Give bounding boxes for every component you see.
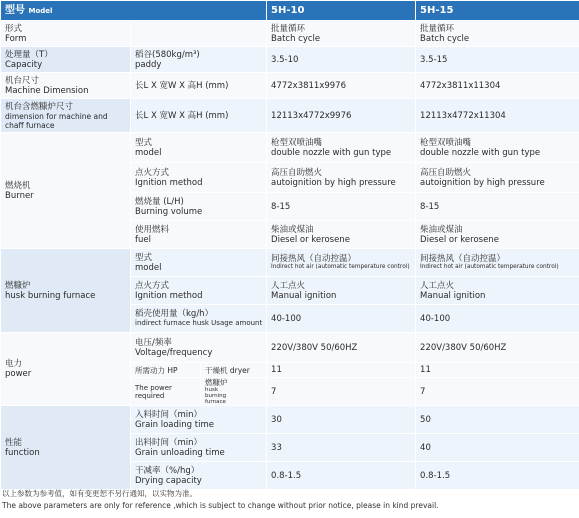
burner-label: 燃烧机 Burner	[1, 133, 131, 249]
function-drying-b: 0.8-1.5	[416, 462, 579, 490]
burner-ignition-a: 高压自助燃火 autoignition by high pressure	[267, 163, 416, 193]
function-unloading-sub: 出料时间（min） Grain unloading time	[131, 434, 267, 462]
burner-model-sub: 型式 model	[131, 133, 267, 163]
model-b-heading: 5H-15	[416, 1, 579, 21]
form-label: 形式 Form	[1, 21, 131, 47]
burner-fuel-a: 柴油或煤油 Diesel or kerosene	[267, 221, 416, 249]
power-voltage-row	[1, 333, 579, 363]
model-heading-en: Model	[28, 6, 53, 15]
form-sub	[131, 21, 267, 47]
husk-label: 燃糠炉 husk burning furnace	[1, 249, 131, 333]
function-unloading-b: 40	[416, 434, 579, 462]
husk-ignition-sub: 点火方式 Ignition method	[131, 277, 267, 305]
husk-model-b: 间接热风（自动控温） Indirect hot air (automatic temperature control)	[416, 249, 579, 277]
husk-usage-sub: 稻壳使用量（kg/h） indirect furnace husk Usage amount	[131, 305, 267, 333]
power-voltage-a: 220V/380V 50/60HZ	[267, 333, 416, 363]
burner-volume-sub: 燃烧量 (L/H) Burning volume	[131, 193, 267, 221]
power-voltage-sub: 电压/频率 Voltage/frequency	[131, 333, 267, 363]
footer-note-cn: 以上参数为参考值，如有变更恕不另行通知，以实物为准。	[2, 489, 197, 498]
husk-model-row	[1, 249, 579, 277]
model-heading	[1, 1, 267, 21]
model-heading-cn: 型号	[5, 4, 25, 16]
burner-volume-b: 8-15	[416, 193, 579, 221]
burner-model-row	[1, 133, 579, 163]
burner-ignition-b: 高压自助燃火 autoignition by high pressure	[416, 163, 579, 193]
capacity-a: 3.5-10	[267, 47, 416, 73]
husk-usage-a: 40-100	[267, 305, 416, 333]
capacity-b: 3.5-15	[416, 47, 579, 73]
function-loading-a: 30	[267, 406, 416, 434]
capacity-row	[1, 47, 579, 73]
husk-usage-b: 40-100	[416, 305, 579, 333]
power-husk-b: 7	[416, 378, 579, 406]
header-row	[1, 1, 579, 21]
form-b: 批量循环 Batch cycle	[416, 21, 579, 47]
machine-dim-label: 机台尺寸 Machine Dimension	[1, 73, 131, 99]
capacity-label: 处理量（T） Capacity	[1, 47, 131, 73]
power-required-en: The power required	[131, 378, 201, 406]
power-required-label: 所需动力 HP	[131, 363, 201, 378]
capacity-sub: 稻谷(580kg/m³) paddy	[131, 47, 267, 73]
machine-dim-b: 4772x3811x11304	[416, 73, 579, 99]
form-row	[1, 21, 579, 47]
function-drying-a: 0.8-1.5	[267, 462, 416, 490]
power-dryer-b: 11	[416, 363, 579, 378]
husk-ignition-a: 人工点火 Manual ignition	[267, 277, 416, 305]
function-loading-b: 50	[416, 406, 579, 434]
burner-fuel-sub: 使用燃料 fuel	[131, 221, 267, 249]
husk-model-sub: 型式 model	[131, 249, 267, 277]
power-dryer-a: 11	[267, 363, 416, 378]
furnace-dim-row	[1, 99, 579, 133]
husk-ignition-b: 人工点火 Manual ignition	[416, 277, 579, 305]
function-label: 性能 function	[1, 406, 131, 490]
footer-note-en: The above parameters are only for reference ,which is subject to change without prior notice, please in kind prevail.	[2, 501, 439, 510]
function-drying-sub: 干减率（%/hg） Drying capacity	[131, 462, 267, 490]
burner-model-a: 枪型双喷油嘴 double nozzle with gun type	[267, 133, 416, 163]
model-a-heading: 5H-10	[267, 1, 416, 21]
burner-model-b: 枪型双喷油嘴 double nozzle with gun type	[416, 133, 579, 163]
furnace-dim-label: 机台含燃糠炉尺寸 dimension for machine and chaff furnace	[1, 99, 131, 133]
power-voltage-b: 220V/380V 50/60HZ	[416, 333, 579, 363]
power-husk-a: 7	[267, 378, 416, 406]
power-label: 电力 power	[1, 333, 131, 406]
function-unloading-a: 33	[267, 434, 416, 462]
furnace-dim-a: 12113x4772x9976	[267, 99, 416, 133]
burner-ignition-sub: 点火方式 Ignition method	[131, 163, 267, 193]
burner-volume-a: 8-15	[267, 193, 416, 221]
husk-model-a: 间接热风（自动控温） Indirect hot air (automatic temperature control)	[267, 249, 416, 277]
machine-dim-a: 4772x3811x9976	[267, 73, 416, 99]
form-a: 批量循环 Batch cycle	[267, 21, 416, 47]
power-dryer-sub: 干燥机 dryer	[201, 363, 267, 378]
power-husk-sub: 燃糠炉 husk burning furnace	[201, 378, 267, 406]
machine-dim-sub: 长L X 宽W X 高H (mm)	[131, 73, 267, 99]
furnace-dim-b: 12113x4772x11304	[416, 99, 579, 133]
burner-fuel-b: 柴油或煤油 Diesel or kerosene	[416, 221, 579, 249]
machine-dim-row	[1, 73, 579, 99]
function-loading-row	[1, 406, 579, 434]
function-loading-sub: 入料时间（min） Grain loading time	[131, 406, 267, 434]
furnace-dim-sub: 长L X 宽W X 高H (mm)	[131, 99, 267, 133]
